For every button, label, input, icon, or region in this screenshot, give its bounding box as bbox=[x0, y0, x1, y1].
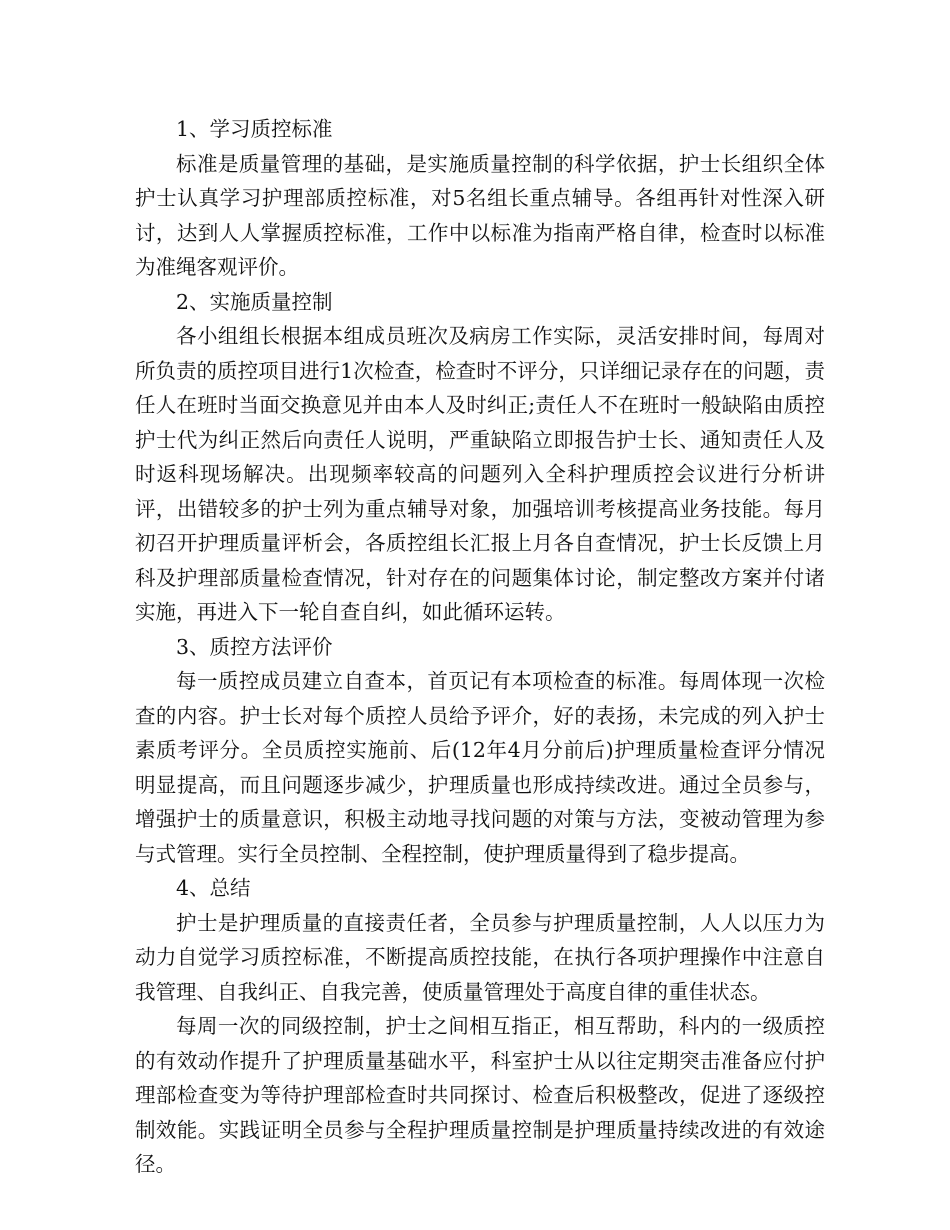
section-1-paragraph-1: 标准是质量管理的基础，是实施质量控制的科学依据，护士长组织全体护士认真学习护理部质控标准，对5名组长重点辅导。各组再针对性深入研讨，达到人人掌握质控标准，工作中以标准为指南严格自律，检查时以标准为准绳客观评价。 bbox=[135, 151, 825, 279]
section-1-heading: 1、学习质控标准 bbox=[176, 117, 333, 141]
section-2-heading: 2、实施质量控制 bbox=[176, 289, 333, 314]
section-4-heading: 4、总结 bbox=[176, 876, 251, 900]
section-4-paragraph-2: 每周一次的同级控制，护士之间相互指正，相互帮助，科内的一级质控的有效动作提升了护理质量基础水平，科室护士从以往定期突击准备应付护理部检查变为等待护理部检查时共同探讨、检查后积极整改，促进了逐级控制效能。实践证明全员参与全程护理质量控制是护理质量持续改进的有效途径。 bbox=[135, 1014, 825, 1176]
section-4-paragraph-1: 护士是护理质量的直接责任者，全员参与护理质量控制，人人以压力为动力自觉学习质控标准，不断提高质控技能，在执行各项护理操作中注意自我管理、自我纠正、自我完善，使质量管理处于高度自律的重佳状态。 bbox=[135, 910, 825, 1004]
document-body bbox=[135, 112, 825, 1182]
section-3-paragraph-1: 每一质控成员建立自查本，首页记有本项检查的标准。每周体现一次检查的内容。护士长对每个质控人员给予评介，好的表扬，未完成的列入护士素质考评分。全员质控实施前、后(12年4月分前后)护理质量检查评分情况明显提高，而且问题逐步减少，护理质量也形成持续改进。通过全员参与，增强护士的质量意识，积极主动地寻找问题的对策与方法，变被动管理为参与式管理。实行全员控制、全程控制，使护理质量得到了稳步提高。 bbox=[135, 669, 825, 866]
section-3-heading: 3、质控方法评价 bbox=[176, 634, 333, 659]
section-2-paragraph-1: 各小组组长根据本组成员班次及病房工作实际，灵活安排时间，每周对所负责的质控项目进行1次检查，检查时不评分，只详细记录存在的问题，责任人在班时当面交换意见并由本人及时纠正;责任人不在班时一般缺陷由质控护士代为纠正然后向责任人说明，严重缺陷立即报告护士长、通知责任人及时返科现场解决。出现频率较高的问题列入全科护理质控会议进行分析讲评，出错较多的护士列为重点辅导对象，加强培训考核提高业务技能。每月初召开护理质量评析会，各质控组长汇报上月各自查情况，护士长反馈上月科及护理部质量检查情况，针对存在的问题集体讨论，制定整改方案并付诸实施，再进入下一轮自查自纠，如此循环运转。 bbox=[135, 324, 825, 624]
